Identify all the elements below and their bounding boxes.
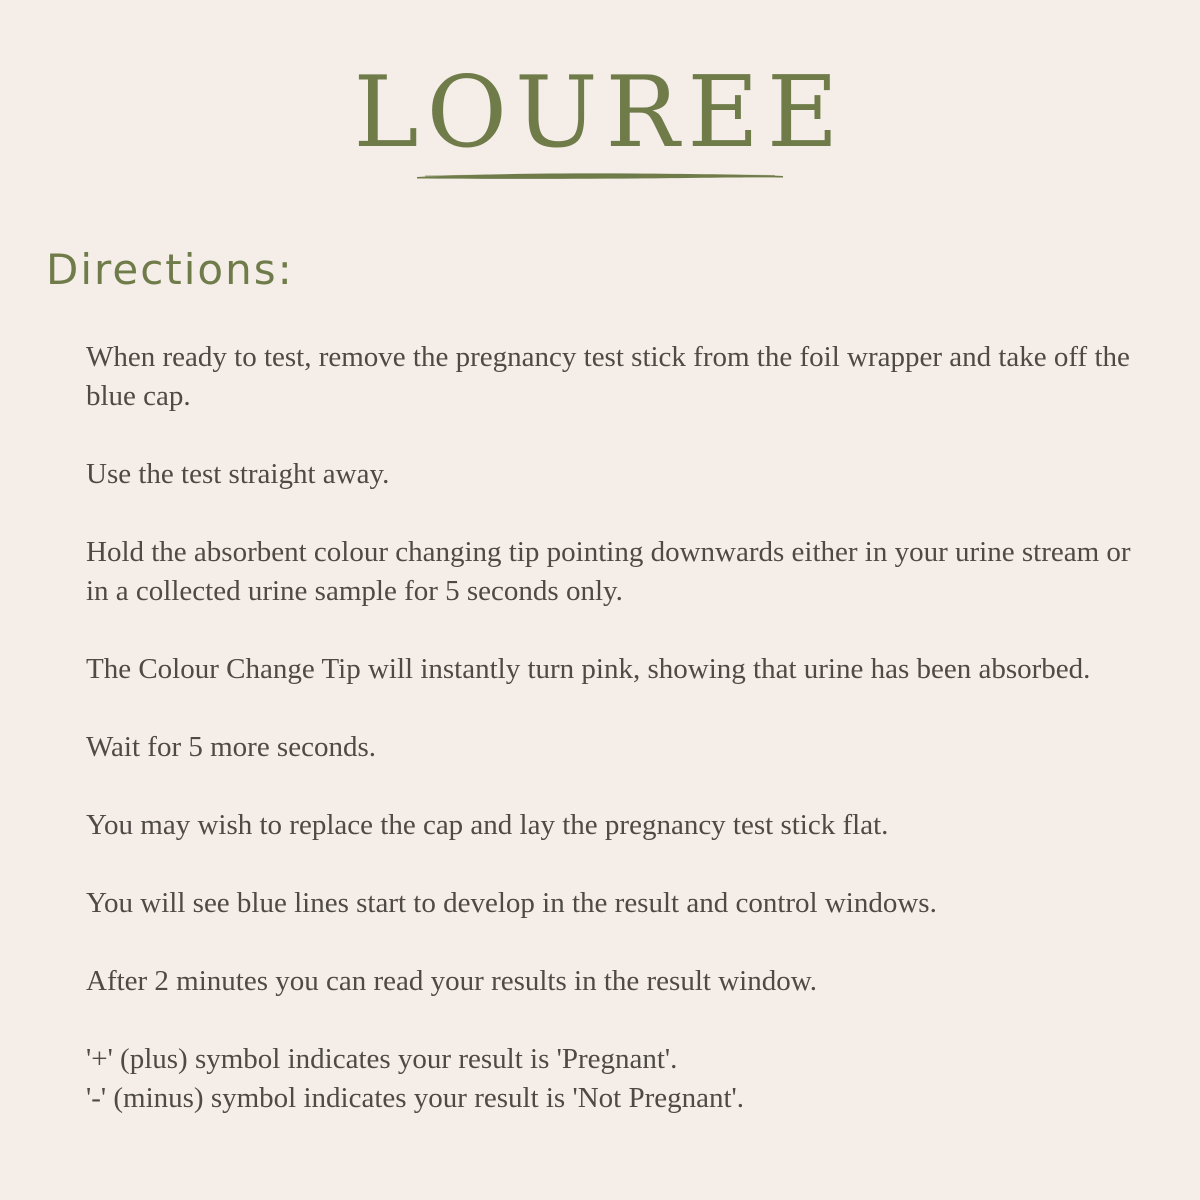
direction-step: You may wish to replace the cap and lay the pregnancy test stick flat. xyxy=(86,809,889,841)
brush-underline-icon xyxy=(415,168,785,182)
directions-list xyxy=(86,338,1146,1118)
result-legend xyxy=(86,1040,1146,1118)
direction-step: When ready to test, remove the pregnancy test stick from the foil wrapper and take off the blue cap. xyxy=(86,341,1130,412)
direction-step: Use the test straight away. xyxy=(86,458,390,490)
direction-step: You will see blue lines start to develop in the result and control windows. xyxy=(86,887,937,919)
logo-wordmark: LOUREE xyxy=(353,56,847,170)
direction-step: After 2 minutes you can read your results in the result window. xyxy=(86,965,818,997)
direction-step: Hold the absorbent colour changing tip pointing downwards either in your urine stream or in a collected urine sample for 5 seconds only. xyxy=(86,536,1131,607)
brand-logo xyxy=(0,58,1200,168)
direction-step: The Colour Change Tip will instantly turn pink, showing that urine has been absorbed. xyxy=(86,653,1091,685)
direction-step: Wait for 5 more seconds. xyxy=(86,731,376,763)
result-minus-line: '-' (minus) symbol indicates your result is 'Not Pregnant'. xyxy=(86,1082,745,1114)
section-heading: Directions: xyxy=(46,245,294,294)
result-plus-line: '+' (plus) symbol indicates your result is 'Pregnant'. xyxy=(86,1043,678,1075)
